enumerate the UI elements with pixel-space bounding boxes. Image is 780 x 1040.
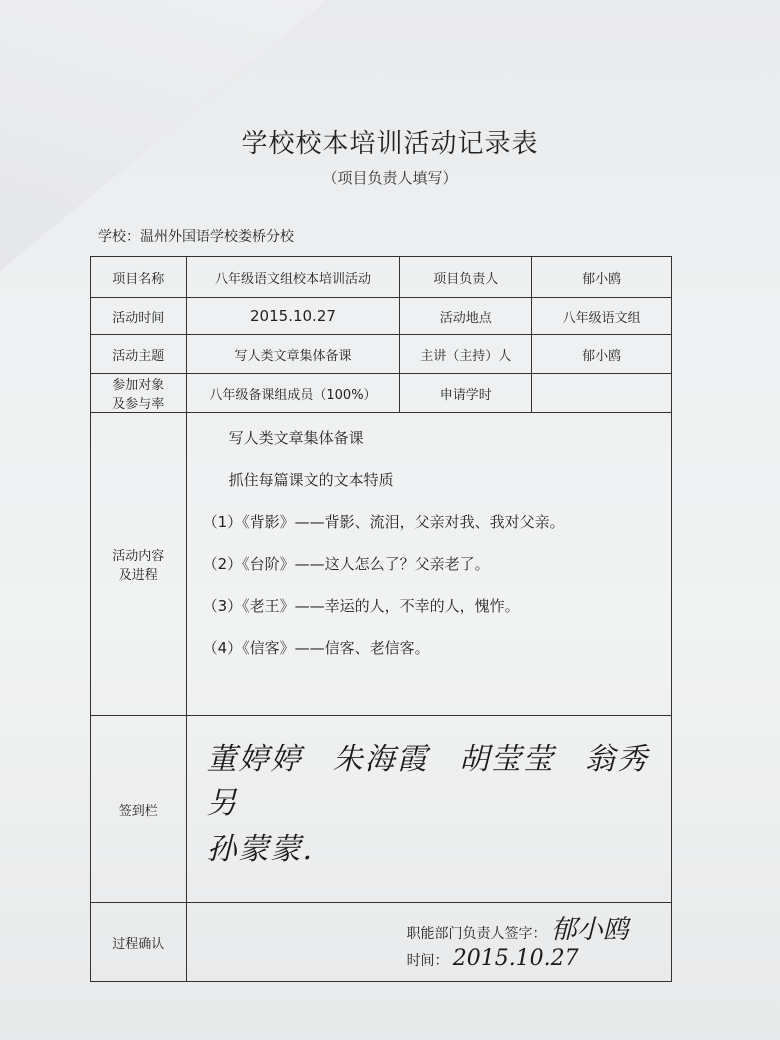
participants-label (91, 374, 187, 413)
row-content (91, 413, 672, 716)
signature: 朱海霞 (332, 742, 429, 777)
content-body (186, 413, 671, 716)
content-line: （3）《老王》——幸运的人，不幸的人，愧怍。 (202, 597, 520, 615)
confirm-cell (186, 903, 671, 982)
school-name: 学校：温州外国语学校娄桥分校 (98, 229, 294, 245)
row-topic (91, 335, 672, 374)
hours-label: 申请学时 (400, 374, 532, 413)
dept-signature: 郁小鸥 (550, 915, 629, 945)
host-value: 郁小鸥 (532, 335, 672, 374)
record-form-table (90, 256, 672, 982)
project-name-label: 项目名称 (91, 257, 187, 298)
content-label (91, 413, 187, 716)
content-line: （1）《背影》——背影、流泪，父亲对我、我对父亲。 (202, 513, 565, 531)
participants-label-line2: 及参与率 (112, 397, 165, 412)
page-title: 学校校本培训活动记录表 (241, 129, 539, 159)
row-project (91, 257, 672, 298)
content-line: （2）《台阶》——这人怎么了？父亲老了。 (202, 555, 490, 573)
topic-value: 写人类文章集体备课 (186, 335, 400, 374)
row-signin (91, 716, 672, 903)
content-line: 写人类文章集体备课 (228, 429, 364, 447)
signin-label: 签到栏 (91, 716, 187, 903)
time-signature: 2015.10.27 (452, 946, 579, 971)
page-subtitle: （项目负责人填写） (322, 169, 458, 187)
project-lead-value: 郁小鸥 (532, 257, 672, 298)
project-lead-label: 项目负责人 (400, 257, 532, 298)
hours-value (532, 374, 672, 413)
content-line: 抓住每篇课文的文本特质 (228, 471, 394, 489)
dept-sign-label: 职能部门负责人签字： (406, 926, 547, 942)
row-confirm (91, 903, 672, 982)
project-name-value: 八年级语文组校本培训活动 (186, 257, 400, 298)
signature: 胡莹莹 (458, 742, 555, 777)
content-label-line1: 活动内容 (112, 549, 165, 564)
time-value: 2015.10.27 (186, 298, 400, 335)
signature: 翁秀另 (206, 742, 649, 821)
content-label-line2: 及进程 (118, 568, 158, 583)
signature: 董婷婷 (206, 742, 303, 777)
time-label: 活动时间 (91, 298, 187, 335)
content-line: （4）《信客》——信客、老信客。 (202, 639, 430, 657)
row-participants (91, 374, 672, 413)
row-time (91, 298, 672, 335)
place-value: 八年级语文组 (532, 298, 672, 335)
confirm-label: 过程确认 (91, 903, 187, 982)
host-label: 主讲（主持）人 (400, 335, 532, 374)
participants-value: 八年级备课组成员（100%） (186, 374, 400, 413)
place-label: 活动地点 (400, 298, 532, 335)
signature: 孙蒙蒙. (206, 832, 315, 867)
topic-label: 活动主题 (91, 335, 187, 374)
time-sign-label: 时间： (406, 953, 449, 969)
signin-signatures (186, 716, 671, 903)
participants-label-line1: 参加对象 (112, 378, 165, 393)
